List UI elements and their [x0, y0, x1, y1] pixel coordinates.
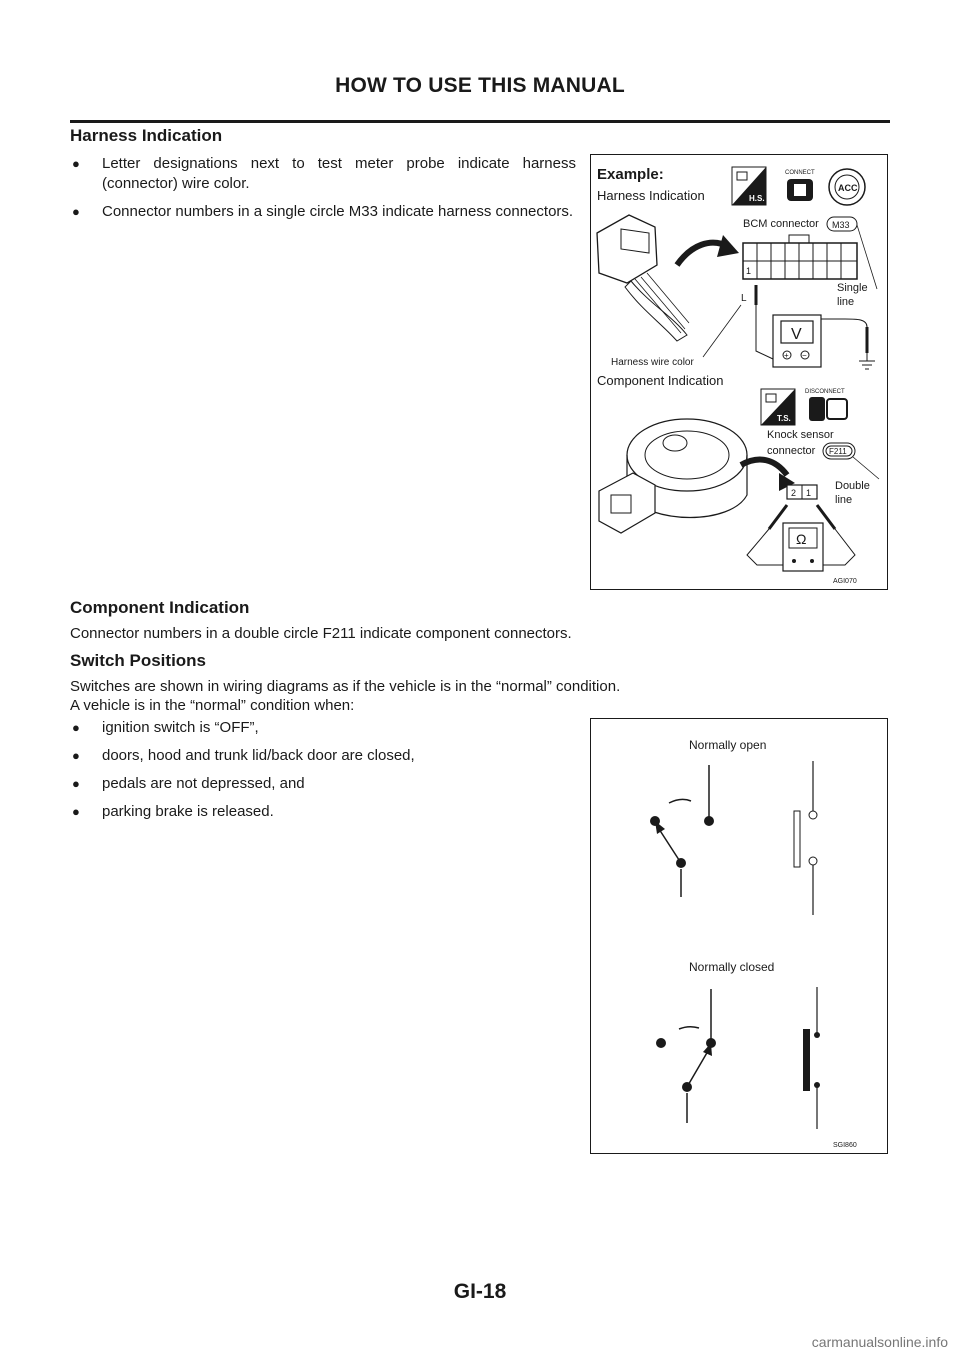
- component-description: Connector numbers in a double circle F211 indicate component connectors.: [70, 625, 572, 642]
- normally-closed-label: Normally closed: [689, 960, 775, 974]
- normally-open-contact-symbol: [794, 761, 817, 915]
- section-heading-component: Component Indication: [70, 598, 250, 617]
- switch-description-line-2: A vehicle is in the “normal” condition when:: [70, 697, 355, 714]
- normally-closed-contact-symbol: [803, 987, 820, 1129]
- double-line-label-1: Double: [835, 480, 870, 492]
- watermark: carmanualsonline.info: [811, 1334, 948, 1350]
- knock-sensor-drawing: [599, 419, 747, 533]
- m33-single-circle: [827, 217, 857, 231]
- page-number: GI-18: [453, 1280, 507, 1303]
- component-indication-label: Component Indication: [597, 373, 724, 388]
- harness-indication-label: Harness Indication: [597, 188, 705, 203]
- connect-label: CONNECT: [785, 170, 815, 176]
- harness-component-figure: [590, 154, 888, 590]
- single-line-label-2: line: [837, 296, 855, 308]
- knock-sensor-label-2: connector: [767, 445, 816, 457]
- svg-text:Ω: Ω: [796, 531, 807, 547]
- svg-text:+: +: [784, 351, 789, 360]
- bcm-connector-label: BCM connector: [743, 218, 819, 230]
- switch-positions-figure: [590, 718, 888, 1154]
- acc-key-icon: [829, 169, 865, 205]
- double-line-label-2: line: [835, 494, 853, 506]
- arrow-icon: [741, 460, 787, 475]
- f211-double-circle: [823, 443, 855, 459]
- list-item: ● parking brake is released.: [72, 803, 274, 820]
- list-item: ● ignition switch is “OFF”,: [72, 719, 259, 736]
- list-item: ● Letter designations next to test meter probe indicate harness (connector) wire color.: [72, 155, 576, 192]
- svg-text:T.S.: T.S.: [777, 414, 791, 423]
- ohmmeter-icon: [783, 523, 823, 571]
- disconnect-icon: [809, 397, 847, 421]
- list-item: ● pedals are not depressed, and: [72, 775, 305, 792]
- arrow-head-icon: [717, 235, 739, 257]
- connect-icon: [787, 179, 813, 201]
- wire-color-letter: L: [741, 293, 747, 304]
- knock-sensor-label-1: Knock sensor: [767, 429, 834, 441]
- page-title: HOW TO USE THIS MANUAL: [335, 74, 625, 97]
- list-item: ● Connector numbers in a single circle M33 indicate harness connectors.: [72, 203, 574, 220]
- figure-id: AGI070: [833, 578, 857, 585]
- section-heading-switch: Switch Positions: [70, 651, 207, 670]
- svg-text:1: 1: [746, 266, 752, 276]
- svg-text:F211: F211: [829, 447, 847, 456]
- svg-text:V: V: [791, 326, 802, 343]
- normally-closed-switch-symbol: [656, 989, 716, 1123]
- list-item: ● doors, hood and trunk lid/back door are closed,: [72, 747, 415, 764]
- voltmeter-icon: [773, 315, 821, 367]
- ts-badge-icon: [761, 389, 795, 425]
- svg-text:−: −: [802, 351, 807, 360]
- harness-connector-drawing: [597, 215, 689, 341]
- disconnect-label: DISCONNECT: [805, 389, 845, 395]
- switch-bullet-list: [72, 718, 572, 830]
- svg-text:1: 1: [806, 488, 812, 498]
- harness-wire-color-label: Harness wire color: [611, 357, 694, 368]
- header-rule: [70, 120, 890, 123]
- bcm-connector-diagram: [743, 235, 857, 279]
- svg-text:M33: M33: [832, 220, 850, 230]
- normally-open-switch-symbol: [650, 765, 714, 897]
- svg-text:ACC: ACC: [838, 183, 858, 193]
- svg-text:H.S.: H.S.: [749, 194, 765, 203]
- harness-bullet-list: [72, 154, 576, 230]
- single-line-label-1: Single: [837, 282, 868, 294]
- hs-badge-icon: [732, 167, 766, 205]
- svg-text:2: 2: [791, 488, 797, 498]
- normally-open-label: Normally open: [689, 738, 767, 752]
- figure-id: SGI860: [833, 1142, 857, 1149]
- section-heading-harness: Harness Indication: [70, 126, 223, 145]
- example-label: Example:: [597, 166, 664, 183]
- switch-description-line-1: Switches are shown in wiring diagrams as if the vehicle is in the “normal” condition.: [70, 678, 621, 695]
- knock-sensor-connector-diagram: [787, 485, 817, 499]
